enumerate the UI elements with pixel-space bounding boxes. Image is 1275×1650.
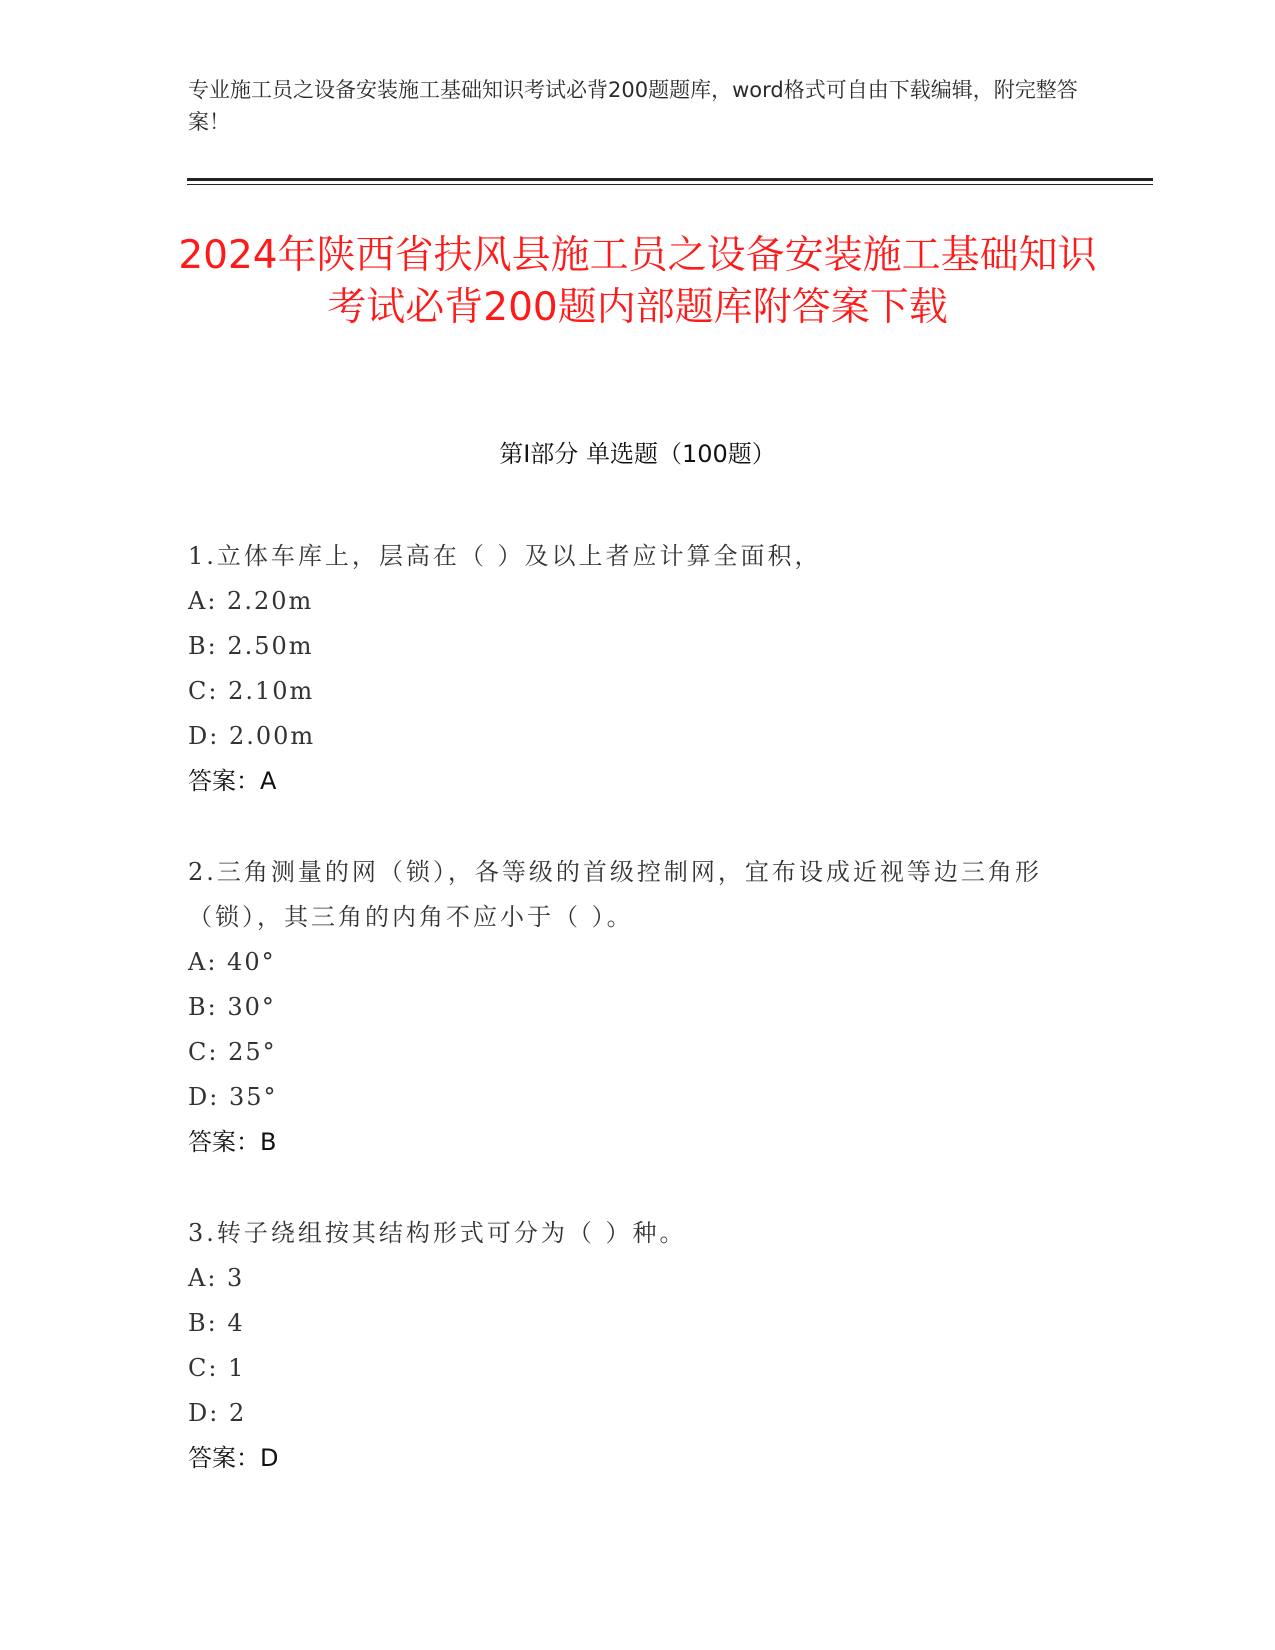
option-b: B: 2.50m	[188, 632, 314, 660]
option-c: C: 1	[188, 1354, 246, 1382]
question-stem: 3.转子绕组按其结构形式可分为（ ）种。	[188, 1219, 687, 1247]
answer-line: 答案：B	[188, 1128, 277, 1156]
question-stem: 1.立体车库上，层高在（ ）及以上者应计算全面积，	[188, 542, 822, 570]
question-list	[188, 534, 1068, 1527]
option-b: B: 4	[188, 1309, 245, 1337]
document-title: 2024年陕西省扶风县施工员之设备安装施工基础知识考试必背200题内部题库附答案下载	[178, 233, 1097, 330]
option-d: D: 35°	[188, 1083, 278, 1111]
header-divider-thin	[187, 184, 1153, 185]
option-a: A: 3	[188, 1264, 245, 1292]
option-b: B: 30°	[188, 993, 276, 1021]
question-item	[188, 1211, 1068, 1481]
header-note: 专业施工员之设备安装施工基础知识考试必背200题题库，word格式可自由下载编辑，附完整答案！	[188, 78, 1078, 134]
header-divider-thick	[187, 178, 1153, 181]
option-d: D: 2	[188, 1399, 247, 1427]
option-a: A: 40°	[188, 948, 276, 976]
option-c: C: 2.10m	[188, 677, 315, 705]
option-d: D: 2.00m	[188, 722, 316, 750]
question-item	[188, 534, 1068, 804]
answer-line: 答案：D	[188, 1444, 279, 1472]
question-item	[188, 850, 1068, 1165]
option-c: C: 25°	[188, 1038, 277, 1066]
option-a: A: 2.20m	[188, 587, 314, 615]
answer-line: 答案：A	[188, 767, 277, 795]
question-stem: 2.三角测量的网（锁），各等级的首级控制网，宜布设成近视等边三角形（锁），其三角的内角不应小于（ ）。	[188, 858, 1042, 931]
section-heading: 第I部分 单选题（100题）	[499, 440, 776, 468]
